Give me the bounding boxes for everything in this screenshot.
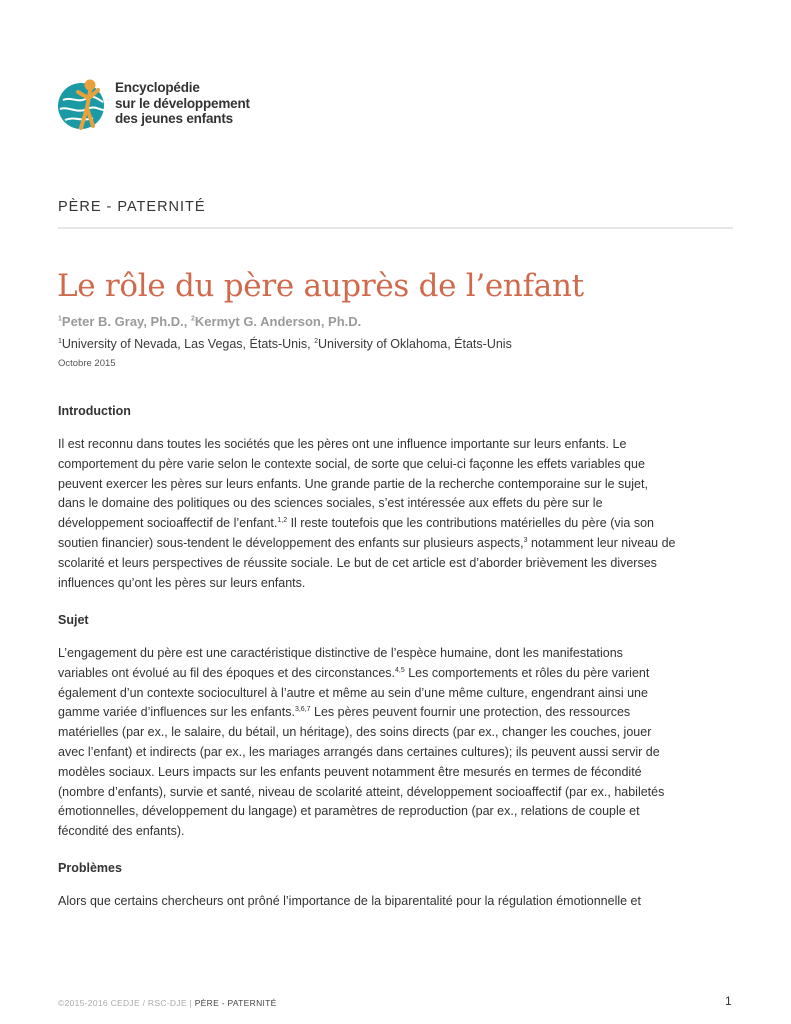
heading-problemes: Problèmes (58, 861, 122, 875)
logo-line-1: Encyclopédie (115, 80, 200, 95)
heading-introduction: Introduction (58, 404, 131, 418)
text-line: fécondité des enfants). (58, 824, 185, 839)
publication-date: Octobre 2015 (58, 358, 116, 369)
citation-sup: 4,5 (395, 666, 405, 674)
text-span: gamme variée d’influences sur les enfants. (58, 705, 295, 720)
text-span: soutien financier) sous-tendent le développement des enfants sur plusieurs aspects, (58, 535, 524, 550)
text-line: peuvent exercer les pères sur leurs enfants. Une grande partie de la recherche contemporaine sur le sujet, (58, 476, 648, 491)
text-line: également d’un contexte socioculturel à l’autre et même au sein d’une même culture, engendrant ainsi une (58, 685, 648, 700)
page-number: 1 (725, 994, 732, 1008)
text-line (58, 703, 748, 723)
text-line (58, 514, 748, 534)
text-line (58, 534, 748, 554)
text-span: Les comportements et rôles du père varient (404, 665, 650, 680)
author-1: Peter B. Gray, Ph.D., (61, 314, 191, 329)
text-line: Il est reconnu dans toutes les sociétés que les pères ont une influence importante sur leurs enfants. Le (58, 437, 627, 451)
citation-sup: 3,6,7 (294, 706, 311, 714)
paragraph-problemes (58, 892, 748, 912)
logo-line-3: des jeunes enfants (115, 111, 233, 126)
text-span: variables ont évolué au fil des époques et des circonstances. (58, 665, 396, 680)
text-line: modèles sociaux. Leurs impacts sur les enfants peuvent notamment être mesurés en termes de fécondité (58, 764, 642, 779)
author-2: Kermyt G. Anderson, Ph.D. (194, 314, 362, 329)
text-line: scolarité et leurs perspectives de réussite sociale. Le but de cet article est d’aborder brièvement les diverses (58, 555, 657, 570)
author-2-sup: 2 (191, 315, 195, 323)
footer-copyright: ©2015-2016 CEDJE / RSC-DJE | (58, 998, 195, 1008)
paragraph-sujet (58, 644, 748, 842)
text-line: influences qu’ont les pères sur leurs enfants. (58, 575, 306, 590)
text-line: émotionnelles, développement du langage) et paramètres de reproduction (par ex., relations de couple et (58, 804, 640, 819)
affiliation-1: University of Nevada, Las Vegas, États-Unis, (61, 337, 315, 351)
article-title: Le rôle du père auprès de l’enfant (57, 268, 584, 304)
paragraph-introduction (58, 435, 748, 593)
text-line (58, 664, 748, 684)
affiliation-2-sup: 2 (314, 337, 319, 345)
heading-sujet: Sujet (58, 613, 89, 627)
logo-line-2: sur le développement (115, 95, 250, 111)
text-span: développement socioaffectif de l’enfant. (58, 516, 278, 531)
text-line: L’engagement du père est une caractéristique distinctive de l’espèce humaine, dont les manifestations (58, 646, 623, 660)
text-line: comportement du père varie selon le contexte social, de sorte que celui-ci façonne les effets variables que (58, 456, 645, 471)
section-label: PÈRE - PATERNITÉ (58, 199, 206, 215)
citation-sup: 3 (523, 536, 528, 544)
affiliation-2: University of Oklahoma, États-Unis (318, 337, 512, 351)
text-line: avec l’enfant) et indirects (par ex., les mariages arrangés dans certaines cultures); ils peuvent aussi servir de (58, 744, 660, 759)
encyclopedia-logo (57, 76, 257, 136)
text-span: Les pères peuvent fournir une protection, des ressources (310, 705, 631, 720)
citation-sup: 1,2 (277, 517, 288, 525)
affiliation-list (58, 337, 512, 351)
text-line: (nombre d’enfants), survie et santé, niveau de scolarité atteint, développement socioaffectif (par ex., habiletés (58, 784, 665, 799)
footer-credit (58, 998, 277, 1008)
text-line: matérielles (par ex., le salaire, du bétail, un héritage), des soins directs (par ex., changer les couches, jouer (58, 725, 652, 740)
author-1-sup: 1 (58, 315, 62, 323)
text-span: Il reste toutefois que les contributions matérielles du père (via son (287, 516, 654, 531)
globe-child-icon (57, 76, 109, 132)
footer-section: PÈRE - PATERNITÉ (194, 998, 277, 1008)
text-span: notamment leur niveau de (527, 535, 676, 550)
author-list (58, 314, 361, 329)
text-line: dans le domaine des politiques ou des sciences sociales, s’est intéressée aux effets du père sur le (58, 496, 603, 511)
affiliation-1-sup: 1 (58, 337, 62, 345)
text-line: Alors que certains chercheurs ont prôné l’importance de la biparentalité pour la régulation émotionnelle et (58, 894, 641, 908)
header-divider (58, 227, 733, 229)
